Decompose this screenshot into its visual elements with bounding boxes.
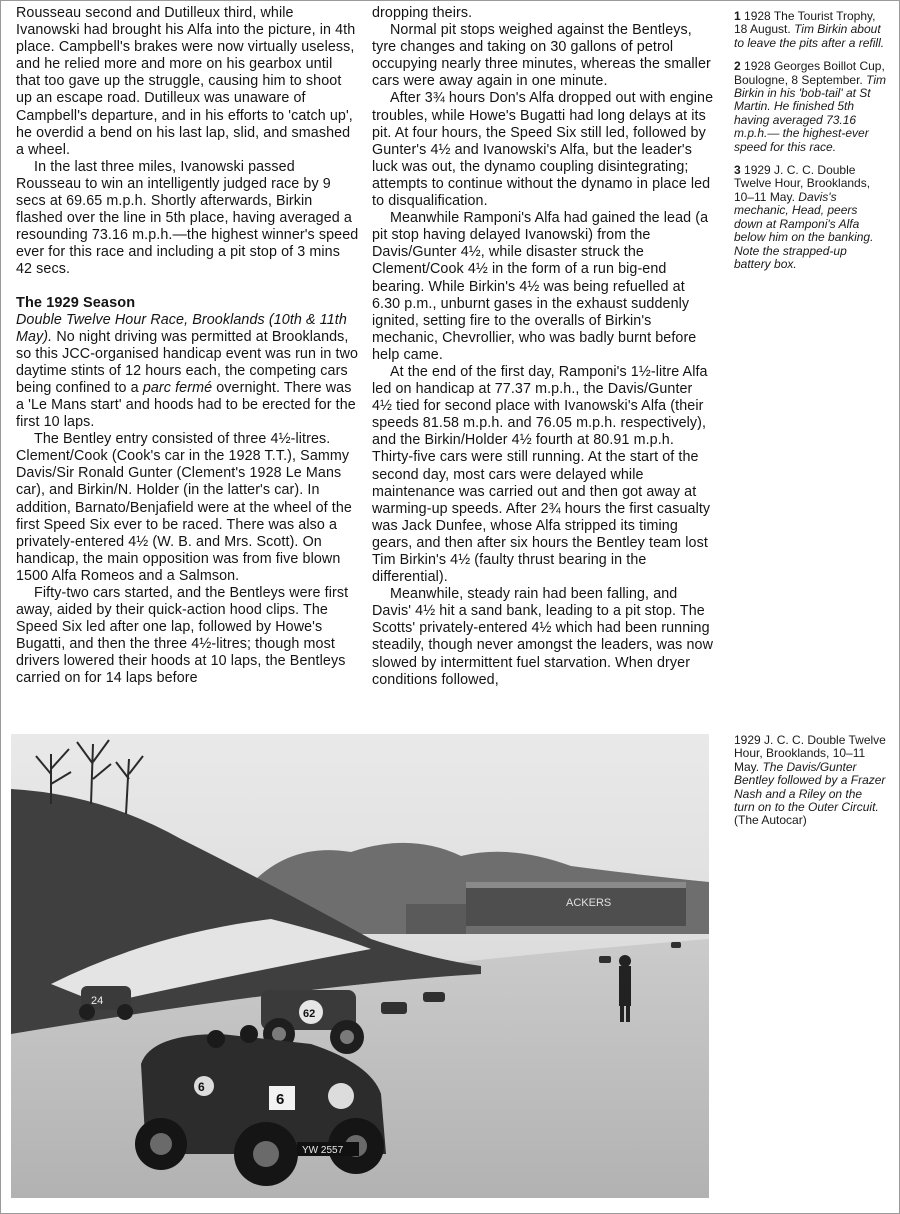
- car-number: 6: [276, 1091, 285, 1108]
- paragraph: The Bentley entry consisted of three 4½-litres. Clement/Cook (Cook's car in the 1928 T.T.), Sammy Davis/Sir Ronald Gunter (Clement's 1928 Le Mans car), and Birkin/N. Holder (in the latter's car). In addition, Barnato/Benjafield were at the wheel of the first Speed Six ever to be raced. There was also a privately-entered 4½ (W. B. and Mrs. Scott). On handicap, the main opposition was from five blown 1500 Alfa Romeos and a Salmson.: [16, 431, 352, 584]
- photo-caption-text: 1929 J. C. C. Double Twelve Hour, Brooklands, 10–11 May.: [734, 733, 886, 774]
- photo-caption: [734, 734, 886, 828]
- car-number: 62: [303, 1008, 316, 1020]
- car-number: 24: [91, 995, 104, 1007]
- text-span: overnight. There was a 'Le Mans start' and hoods had to be erected for the first 10 laps.: [16, 379, 356, 431]
- paragraph: Normal pit stops weighed against the Bentleys, tyre changes and taking on 30 gallons of petrol occupying nearly three minutes, whereas the smaller cars were away again in one minute.: [372, 22, 711, 90]
- paragraph: Meanwhile, steady rain had been falling, and Davis' 4½ hit a sand bank, leading to a pit stop. The Scotts' privately-entered 4½ which had been running steadily, though never amongst the leaders, was now slowed by intermittent fuel starvation. When dryer conditions followed,: [372, 586, 714, 688]
- paragraph: At the end of the first day, Ramponi's 1½-litre Alfa led on handicap at 77.37 m.p.h., the Davis/Gunter 4½ tied for second place with Ivanowski's Alfa (their speeds 81.58 m.p.h. and 76.05 m.p.h. respectively), and the Birkin/Holder 4½ fourth at 80.91 m.p.h. Thirty-five cars were still running. At the start of the second day, most cars were delayed while maintenance was carried out and then got away at warming-up speeds. After 2¾ hours the first casualty was Jack Dunfee, whose Alfa stripped its timing gears, and then after six hours the Bentley team lost Tim Birkin's 4½ (faulty thrust bearing in the differential).: [372, 363, 711, 586]
- race-subheading: Double Twelve Hour Race, Brooklands (10th & 11th May).: [16, 311, 347, 345]
- left-text-column: [16, 5, 360, 688]
- photo-caption-italic: The Davis/Gunter Bentley followed by a Frazer Nash and a Riley on the turn on to the Outer Circuit.: [734, 759, 886, 815]
- paragraph: [16, 312, 360, 432]
- caption-text: 1928 The Tourist Trophy, 18 August.: [734, 9, 876, 37]
- caption-text: 1928 Georges Boillot Cup, Boulogne, 8 September.: [734, 59, 885, 87]
- caption-number: 3: [734, 163, 741, 178]
- paragraph: Rousseau second and Dutilleux third, while Ivanowski had brought his Alfa into the picture, in 4th place. Campbell's brakes were now virtually useless, and he relied more and more on his gearbox until that too gave up the struggle, causing him to shoot up an escape road. Dutilleux was unaware of Campbell's departure, and in his efforts to 'catch up', he overdid a bend on his last lap, slid, and smashed a wheel.: [16, 5, 356, 158]
- caption-italic: Davis's mechanic, Head, peers down at Ramponi's Alfa below him on the banking. Note the strapped-up battery box.: [734, 189, 874, 271]
- photo-drawing: [11, 734, 709, 1198]
- photo-credit: (The Autocar): [734, 813, 807, 828]
- section-heading: The 1929 Season: [16, 294, 136, 311]
- caption-number: 2: [734, 59, 741, 74]
- caption-1: [734, 10, 886, 50]
- car-number-side: 6: [198, 1080, 205, 1094]
- figure-captions: [734, 10, 886, 281]
- caption-text: 1929 J. C. C. Double Twelve Hour, Brooklands, 10–11 May.: [734, 163, 871, 204]
- paragraph: In the last three miles, Ivanowski passed Rousseau to win an intelligently judged race by 9 secs at 69.65 m.p.h. Shortly afterwards, Birkin flashed over the line in 5th place, having averaged a resounding 73.16 m.p.h.—the highest winner's speed ever for this race and including a pit stop of 3 mins 42 secs.: [16, 158, 359, 278]
- number-plate: YW 2557: [302, 1145, 344, 1156]
- italic-term: parc fermé: [142, 379, 213, 396]
- caption-number: 1: [734, 9, 741, 23]
- grandstand-roof: [466, 882, 686, 888]
- paragraph: Meanwhile Ramponi's Alfa had gained the lead (a pit stop having delayed Ivanowski) from the Davis/Gunter 4½, while disaster struck the Clement/Cook 4½ in the form of a run big-end bearing. While Birkin's 4½ was being refuelled at 6.30 p.m., unburnt gases in the exhaust suddenly ignited, setting fire to the overalls of Birkin's mechanic, Chevrollier, who was badly burnt before help came.: [372, 210, 709, 363]
- paragraph: After 3¾ hours Don's Alfa dropped out with engine troubles, while Howe's Bugatti had long delays at its pit. At four hours, the Speed Six still led, followed by Gunter's 4½ and Ivanowski's Alfa, but the leader's luck was out, the dynamo coupling disintegrating; attempts to continue without the dynamo in place led to disqualification.: [372, 90, 714, 210]
- caption-3: [734, 164, 886, 271]
- paragraph: dropping theirs.: [372, 5, 473, 21]
- paragraph: Fifty-two cars started, and the Bentleys were first away, aided by their quick-action hood clips. The Speed Six led after one lap, followed by Howe's Bugatti, and then the three 4½-litres; though most drivers lowered their hoods at 10 laps, the Bentleys carried on for 14 laps before: [16, 585, 349, 687]
- text-span: No night driving was permitted at Brooklands, so this JCC-organised handicap event was run in two daytime stints of 12 hours each, the competing cars being confined to a: [16, 328, 359, 396]
- caption-italic: Tim Birkin about to leave the pits after a refill.: [734, 22, 885, 50]
- middle-text-column: [372, 5, 716, 689]
- building: [406, 904, 466, 934]
- race-photograph: [11, 734, 709, 1198]
- grandstand-sign: ACKERS: [566, 897, 612, 909]
- caption-italic: Tim Birkin in his 'bob-tail' at St Martin. He finished 5th having averaged 73.16 m.p.h.— the highest-ever speed for this race.: [734, 72, 886, 154]
- caption-2: [734, 60, 886, 154]
